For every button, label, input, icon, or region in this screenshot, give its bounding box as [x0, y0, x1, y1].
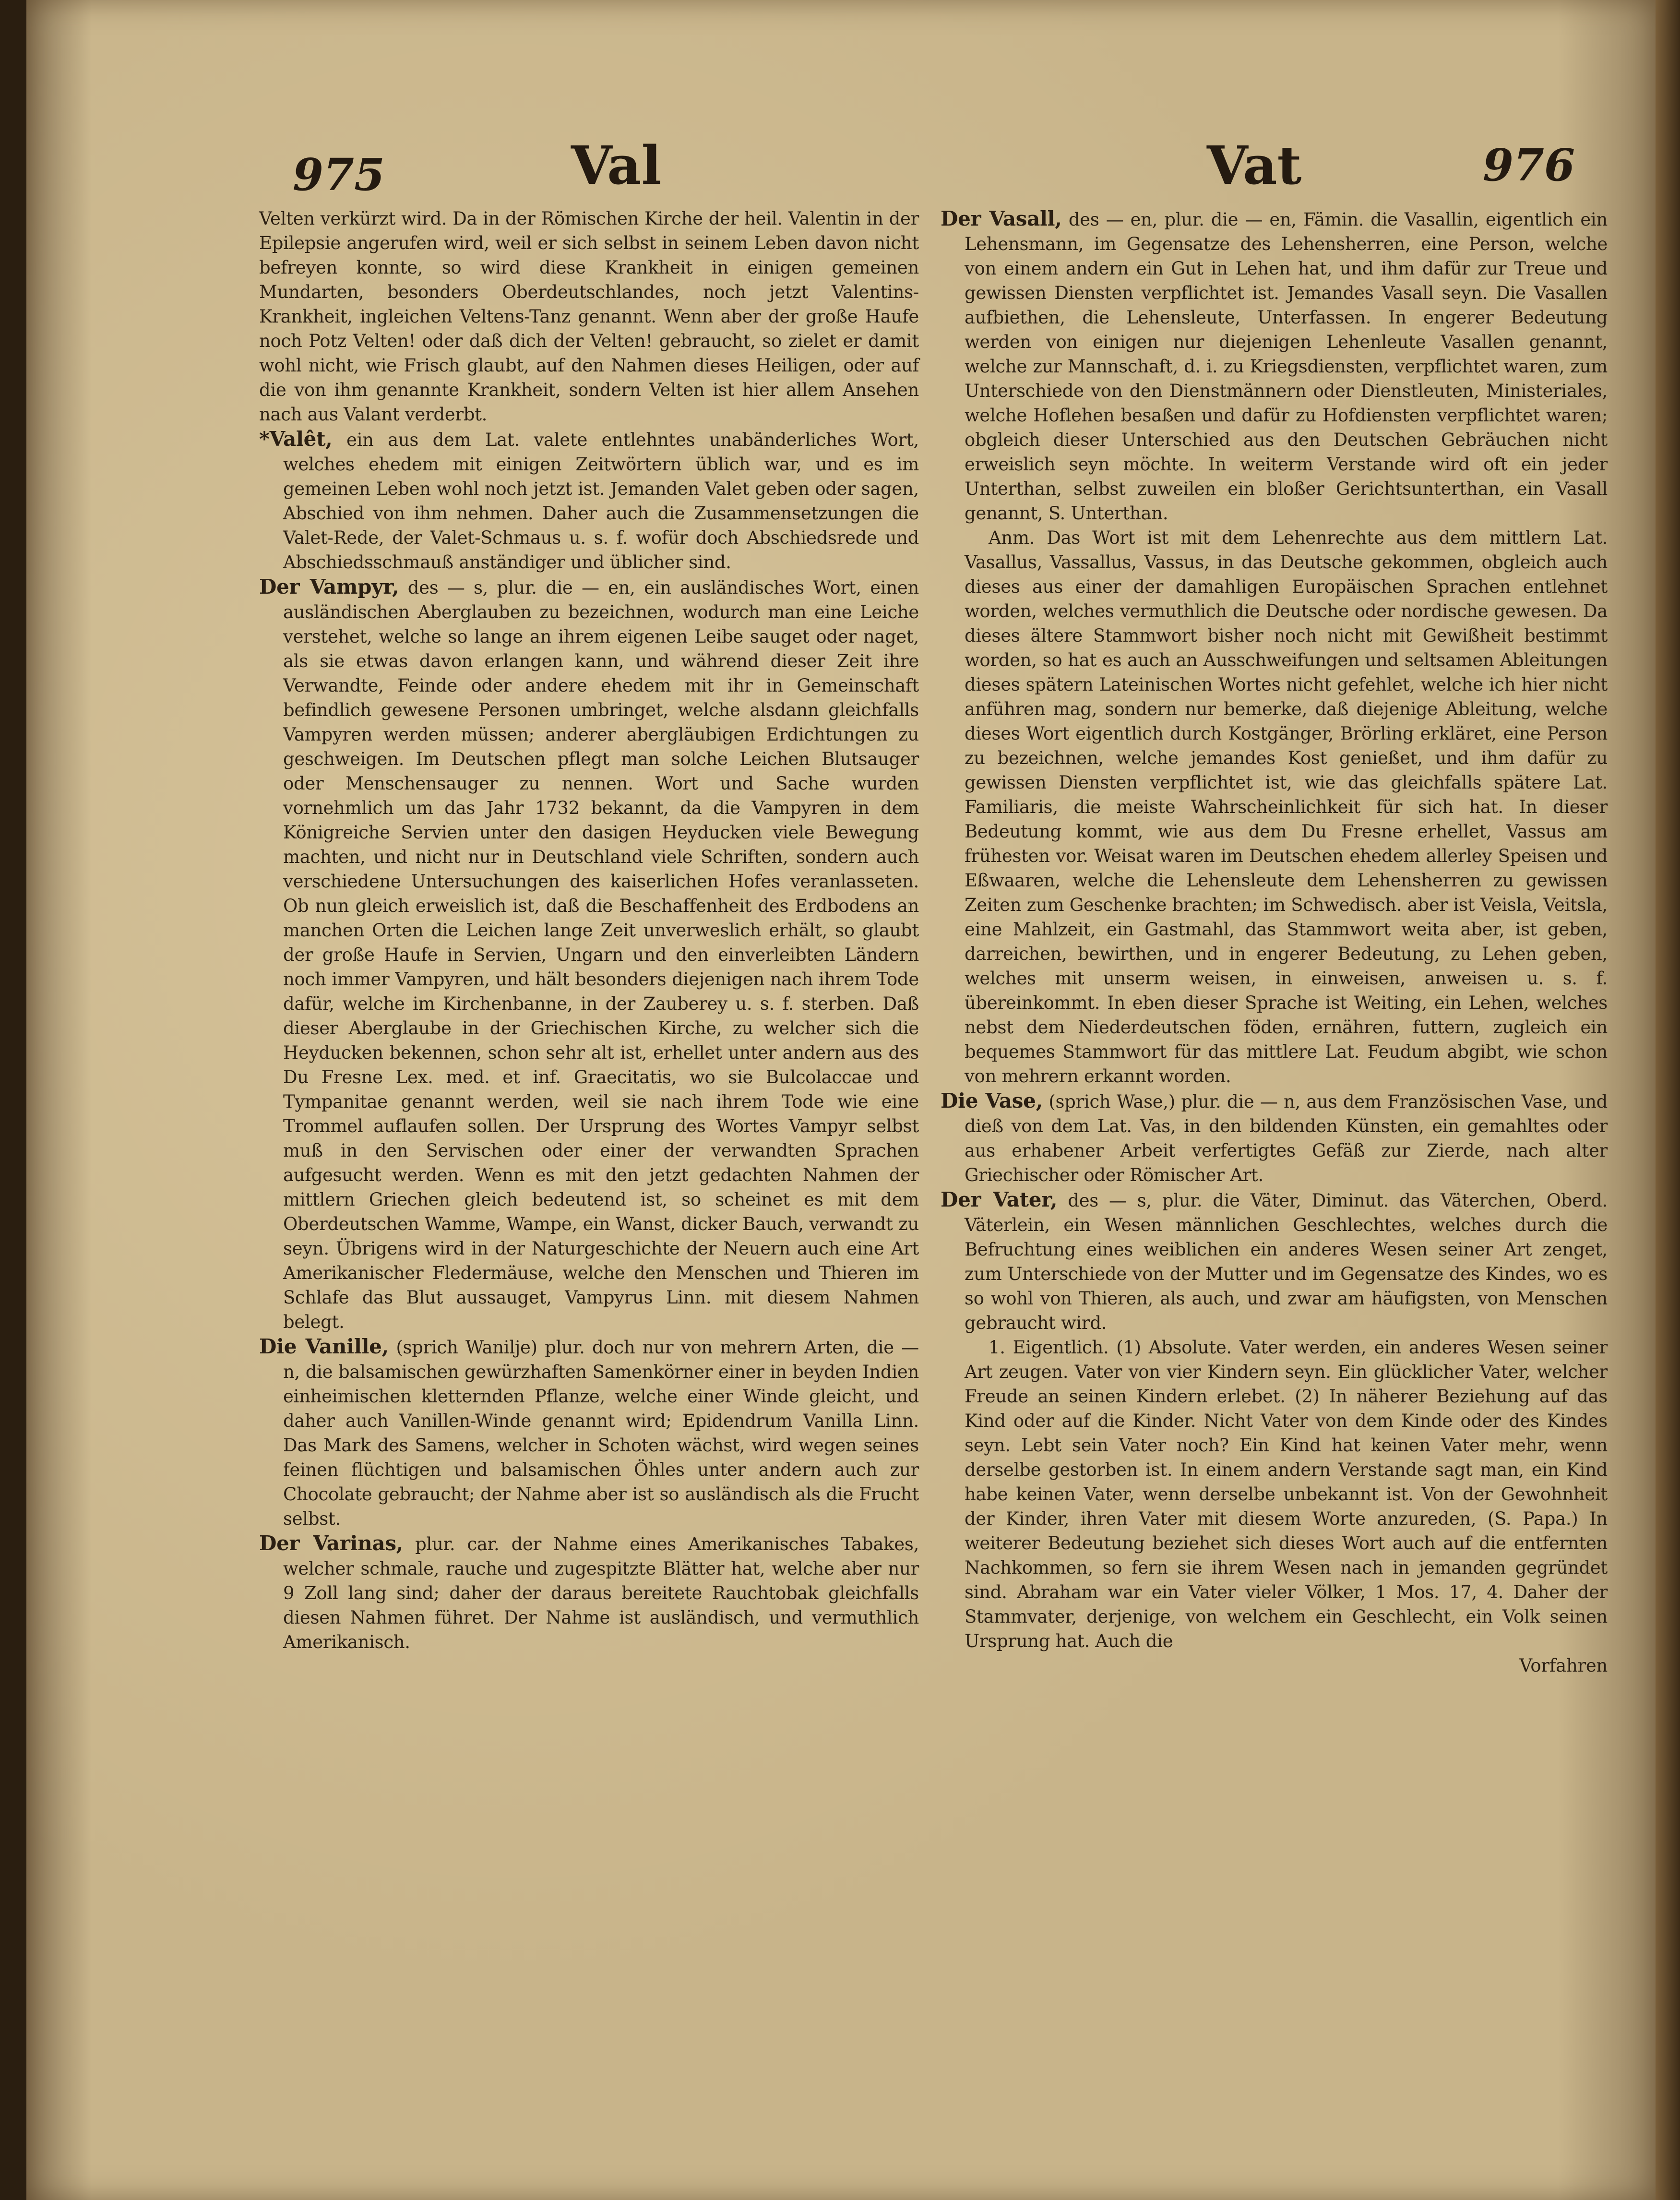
left-column: [259, 206, 919, 1654]
headword: Der Vampyr,: [259, 575, 399, 598]
headword: Der Varinas,: [259, 1531, 404, 1555]
entry-text: ein aus dem Lat. valete entlehntes unabänderliches Wort, welches ehedem mit einigen Zeitwörtern üblich war, und es im gemeinen Leben wohl noch jetzt ist. Jemanden Valet geben oder sagen, Abschied von ihm nehmen. Daher auch die Zusammensetzungen die Valet-Rede, der Valet-Schmaus u. s. f. wofür doch Abschiedsrede und Abschiedsschmauß anständiger und üblicher sind.: [283, 430, 919, 573]
entry-vanille: [259, 1334, 919, 1531]
headword: Der Vasall,: [941, 207, 1062, 230]
right-page-number: 976: [1483, 139, 1575, 191]
headword: Der Vater,: [941, 1188, 1058, 1211]
entry-vasall: [941, 206, 1608, 526]
entry-text: des — s, plur. die Väter, Diminut. das Väterchen, Oberd. Väterlein, ein Wesen männlichen Geschlechtes, welches durch die Befruchtung eines weiblichen ein anderes Wesen seiner Art zenget, zum Unterschiede von der Mutter und im Gegensatze des Kindes, wo es so wohl von Thieren, als auch, und zwar am häufigsten, von Menschen gebraucht wird.: [965, 1190, 1608, 1333]
entry-sense: 1. Eigentlich. (1) Absolute. Vater werden, ein anderes Wesen seiner Art zeugen. Vater von vier Kindern seyn. Ein glücklicher Vater, welcher Freude an seinen Kindern erlebet. (2) In näherer Beziehung auf das Kind oder auf die Kinder. Nicht Vater von dem Kinde oder des Kindes seyn. Lebt sein Vater noch? Ein Kind hat keinen Vater mehr, wenn derselbe gestorben ist. In einem andern Verstande sagt man, ein Kind habe keinen Vater, wenn derselbe unbekannt ist. Von der Gewohnheit der Kinder, ihren Vater mit diesem Worte anzureden, (S. Papa.) In weiterer Bedeutung beziehet sich dieses Wort auch auf die entfernten Nachkommen, so fern sie ihrem Wesen nach in jemanden gegründet sind. Abraham war ein Vater vieler Völker, 1 Mos. 17, 4. Daher der Stammvater, derjenige, von welchem ein Geschlecht, ein Volk seinen Ursprung hat. Auch die: [965, 1337, 1608, 1651]
entry-vase: [941, 1088, 1608, 1187]
entry-text: des — s, plur. die — en, ein ausländisches Wort, einen ausländischen Aberglauben zu bezeichnen, wodurch man eine Leiche verstehet, welche so lange an ihrem eigenen Leibe sauget oder naget, als sie etwas davon erlangen kann, und während dieser Zeit ihre Verwandte, Feinde oder andere ehedem mit ihr in Gemeinschaft befindlich gewesene Personen umbringet, welche alsdann gleichfalls Vampyren werden müssen; anderer abergläubigen Erdichtungen zu geschweigen. Im Deutschen pflegt man solche Leichen Blutsauger oder Menschensauger zu nennen. Wort und Sache wurden vornehmlich um das Jahr 1732 bekannt, da die Vampyren in dem Königreiche Servien unter den dasigen Heyducken viele Bewegung machten, und nicht nur in Deutschland viele Schriften, sondern auch verschiedene Untersuchungen des kaiserlichen Hofes veranlasseten. Ob nun gleich erweislich ist, daß die Beschaffenheit des Erdbodens an manchen Orten die Leichen lange Zeit unverweslich erhält, so glaubt der große Haufe in Servien, Ungarn und den einverleibten Ländern noch immer Vampyren, und hält besonders diejenigen nach ihrem Tode dafür, welche im Kirchenbanne, in der Zauberey u. s. f. sterben. Daß dieser Aberglaube in der Griechischen Kirche, zu welcher sich die Heyducken bekennen, schon sehr alt ist, erhellet unter andern aus des Du Fresne Lex. med. et inf. Graecitatis, wo sie Bulcolaccae und Tympanitae genannt werden, weil sie nach ihrem Tode wie eine Trommel auflaufen sollen. Der Ursprung des Wortes Vampyr selbst muß in den Servischen oder einer der verwandten Sprachen aufgesucht werden. Wenn es mit den jetzt gedachten Nahmen der mittlern Griechen gleich bedeutend ist, so scheinet es mit dem Oberdeutschen Wamme, Wampe, ein Wanst, dicker Bauch, verwandt zu seyn. Übrigens wird in der Naturgeschichte der Neuern auch eine Art Amerikanischer Fledermäuse, welche den Menschen und Thieren im Schlafe das Blut aussauget, Vampyrus Linn. mit diesem Nahmen belegt.: [283, 577, 919, 1332]
entry-text: plur. car. der Nahme eines Amerikanisches Tabakes, welcher schmale, rauche und zugespitzte Blätter hat, welche aber nur 9 Zoll lang sind; daher der daraus bereitete Rauchtobak gleichfalls diesen Nahmen führet. Der Nahme ist ausländisch, und vermuthlich Amerikanisch.: [283, 1534, 919, 1652]
page-header: [26, 134, 1656, 211]
entry-vater: [941, 1187, 1608, 1335]
entry-vampyr: [259, 574, 919, 1334]
entry-note: Anm. Das Wort ist mit dem Lehenrechte aus dem mittlern Lat. Vasallus, Vassallus, Vassus, in das Deutsche gekommen, obgleich auch dieses aus einer der damahligen Europäischen Sprachen entlehnet worden, welches vermuthlich die Deutsche oder nordische gewesen. Da dieses ältere Stammwort bisher noch nicht mit Gewißheit bestimmt worden, so hat es auch an Ausschweifungen und seltsamen Ableitungen dieses spätern Lateinischen Wortes nicht gefehlet, welche ich hier nicht anführen mag, sondern nur bemerke, daß diejenige Ableitung, welche dieses Wort eigentlich durch Kostgänger, Brörling erkläret, eine Person zu bezeichnen, welche jemandes Kost genießet, und ihm dafür zu gewissen Diensten verpflichtet ist, wie das gleichfalls spätere Lat. Familiaris, die meiste Wahrscheinlichkeit für sich hat. In dieser Bedeutung kommt, wie aus dem Du Fresne erhellet, Vassus am frühesten vor. Weisat waren im Deutschen ehedem allerley Speisen und Eßwaaren, welche die Lehensleute dem Lehensherren zu gewissen Zeiten zum Geschenke brachten; im Schwedisch. aber ist Veisla, Veitsla, eine Mahlzeit, ein Gastmahl, das Stammwort weita aber, ist geben, darreichen, bewirthen, und in engerer Bedeutung, zu Lehen geben, welches mit unserm weisen, in einweisen, anweisen u. s. f. übereinkommt. In eben dieser Sprache ist Weiting, ein Lehen, welches nebst dem Niederdeutschen föden, ernähren, futtern, zugleich ein bequemes Stammwort für das mittlere Lat. Feudum abgibt, wie schon von mehrern erkannt worden.: [965, 527, 1608, 1087]
entry-text: des — en, plur. die — en, Fämin. die Vasallin, eigentlich ein Lehensmann, im Gegensatze des Lehensherren, eine Person, welche von einem andern ein Gut in Lehen hat, und ihm dafür zur Treue und gewissen Diensten verpflichtet ist. Jemandes Vasall seyn. Die Vasallen aufbiethen, die Lehensleute, Unterfassen. In engerer Bedeutung werden von einigen nur diejenigen Lehenleute Vasallen genannt, welche zur Mannschaft, d. i. zu Kriegsdiensten, verpflichtet waren, zum Unterschiede von den Dienstmännern oder Dienstleuten, Ministeriales, welche Hoflehen besaßen und dafür zu Hofdiensten verpflichtet waren; obgleich dieser Unterschied aus den Deutschen Gebräuchen nicht erweislich seyn möchte. In weiterm Verstande wird oft ein jeder Unterthan, selbst zuweilen ein bloßer Gerichtsunterthan, ein Vasall genannt, S. Unterthan.: [965, 209, 1608, 524]
left-running-head: Val: [571, 134, 662, 196]
entry-valet: [259, 427, 919, 574]
catchword: Vorfahren: [1519, 1655, 1608, 1676]
entry-varinas: [259, 1531, 919, 1654]
entry-continuation: Velten verkürzt wird. Da in der Römischen Kirche der heil. Valentin in der Epilepsie angerufen wird, weil er sich selbst in seinem Leben davon nicht befreyen konnte, so wird diese Krankheit in einigen gemeinen Mundarten, besonders Oberdeutschlandes, noch jetzt Valentins-Krankheit, ingleichen Veltens-Tanz genannt. Wenn aber der große Haufe noch Potz Velten! oder daß dich der Velten! gebraucht, so zielet er damit wohl nicht, wie Frisch glaubt, auf den Nahmen dieses Heiligen, oder auf die von ihm genannte Krankheit, sondern Velten ist hier allem Ansehen nach aus Valant verderbt.: [259, 208, 919, 425]
page-edge: [1656, 0, 1680, 2200]
right-running-head: Vat: [1207, 134, 1302, 196]
headword: Die Vase,: [941, 1089, 1043, 1112]
entry-text: (sprich Wanilje) plur. doch nur von mehrern Arten, die — n, die balsamischen gewürzhaften Samenkörner einer in beyden Indien einheimischen kletternden Pflanze, welche einer Winde gleicht, und daher auch Vanillen-Winde genannt wird; Epidendrum Vanilla Linn. Das Mark des Samens, welcher in Schoten wächst, wird wegen seines feinen flüchtigen und balsamischen Öhles unter andern auch zur Chocolate gebraucht; der Nahme aber ist so ausländisch als die Frucht selbst.: [283, 1337, 919, 1529]
scanned-page: [26, 0, 1656, 2200]
headword: Die Vanille,: [259, 1335, 389, 1358]
entry-text: (sprich Wase,) plur. die — n, aus dem Französischen Vase, und dieß von dem Lat. Vas, in den bildenden Künsten, ein gemahltes oder aus erhabener Arbeit verfertigtes Gefäß zur Zierde, nach alter Griechischer oder Römischer Art.: [965, 1091, 1608, 1185]
headword: *Valêt,: [259, 427, 333, 451]
left-page-number: 975: [293, 149, 385, 201]
right-column: [941, 206, 1608, 1678]
